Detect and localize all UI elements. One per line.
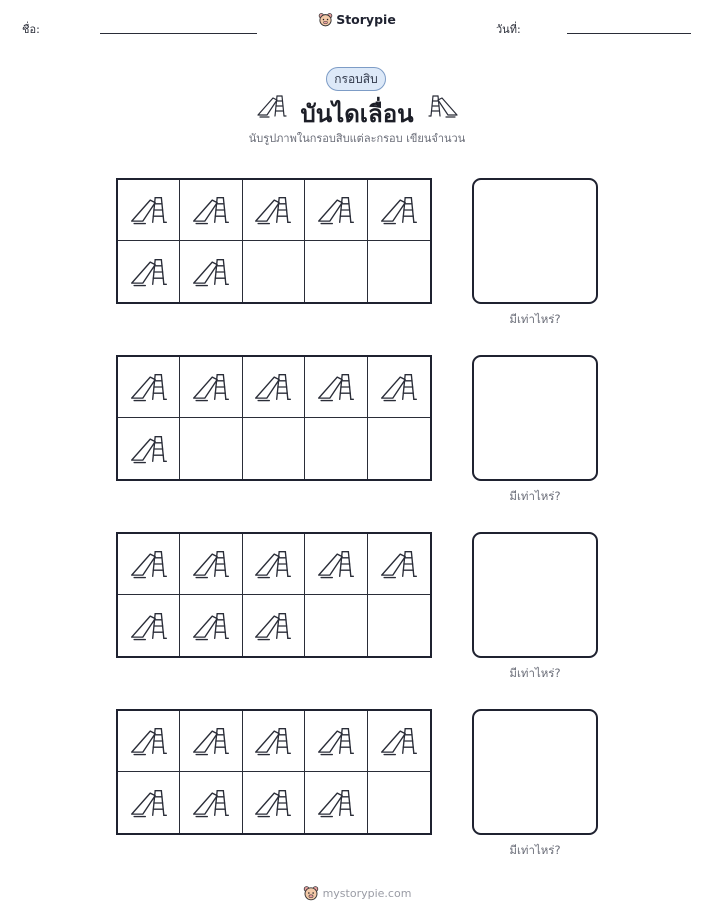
ten-frame-cell [243, 534, 305, 595]
ten-frame-cell [243, 357, 305, 418]
slide-icon [252, 192, 294, 228]
ten-frame-cell [305, 357, 367, 418]
ten-frame-cell [243, 418, 305, 479]
worksheet-instructions: นับรูปภาพในกรอบสิบแต่ละกรอบ เขียนจำนวน [248, 132, 466, 145]
ten-frame-cell [180, 595, 242, 656]
ten-frame-cell [368, 180, 430, 241]
brand-logo [0, 12, 714, 27]
ten-frame-cell [368, 711, 430, 772]
slide-icon [190, 254, 232, 290]
ten-frame-cell [368, 357, 430, 418]
ten-frame-cell [118, 711, 180, 772]
storypie-mascot-icon [303, 885, 319, 901]
ten-frame-cell [305, 418, 367, 479]
ten-frame-cell [180, 357, 242, 418]
question-label: มีเท่าไหร่? [509, 312, 561, 326]
question-label: มีเท่าไหร่? [509, 489, 561, 503]
answer-box[interactable] [472, 532, 598, 658]
slide-icon [190, 546, 232, 582]
ten-frame-cell [368, 595, 430, 656]
slide-icon [252, 369, 294, 405]
ten-frame-cell [118, 180, 180, 241]
ten-frame-cell [305, 241, 367, 302]
ten-frame-cell [368, 241, 430, 302]
slide-icon [128, 369, 170, 405]
ten-frame-cell [305, 595, 367, 656]
slide-icon [190, 608, 232, 644]
worksheet-title: บันไดเลื่อน [300, 100, 414, 128]
question-label: มีเท่าไหร่? [509, 843, 561, 857]
ten-frame-cell [180, 180, 242, 241]
slide-icon [190, 192, 232, 228]
topic-badge: กรอบสิบ [326, 67, 386, 91]
ten-frame [116, 178, 432, 304]
ten-frame [116, 532, 432, 658]
ten-frame [116, 355, 432, 481]
brand-name: Storypie [336, 12, 396, 27]
ten-frame-cell [118, 534, 180, 595]
name-label: ชื่อ: [22, 23, 40, 36]
ten-frame-cell [305, 534, 367, 595]
answer-box[interactable] [472, 355, 598, 481]
ten-frame-cell [305, 772, 367, 833]
slide-icon [378, 192, 420, 228]
date-line[interactable] [567, 33, 691, 34]
slide-icon [128, 254, 170, 290]
answer-box[interactable] [472, 178, 598, 304]
answer-box[interactable] [472, 709, 598, 835]
ten-frame-cell [180, 241, 242, 302]
ten-frame-cell [368, 534, 430, 595]
slide-icon [252, 608, 294, 644]
ten-frame-cell [180, 711, 242, 772]
ten-frame-cell [118, 357, 180, 418]
ten-frame-cell [118, 241, 180, 302]
footer-url[interactable]: mystorypie.com [322, 886, 412, 900]
slide-icon [378, 369, 420, 405]
ten-frame-cell [368, 418, 430, 479]
ten-frame-cell [243, 772, 305, 833]
slide-icon [190, 723, 232, 759]
ten-frame-cell [305, 711, 367, 772]
slide-icon [128, 431, 170, 467]
ten-frame-cell [180, 534, 242, 595]
slide-icon [315, 192, 357, 228]
ten-frame-cell [118, 595, 180, 656]
slide-icon [315, 785, 357, 821]
slide-icon [252, 723, 294, 759]
ten-frame-cell [243, 180, 305, 241]
ten-frame-cell [368, 772, 430, 833]
footer [0, 885, 714, 901]
slide-icon [128, 785, 170, 821]
slide-icon [315, 546, 357, 582]
ten-frame-cell [305, 180, 367, 241]
slide-icon [252, 785, 294, 821]
name-line[interactable] [100, 33, 257, 34]
slide-icon [378, 546, 420, 582]
ten-frame [116, 709, 432, 835]
slide-icon [128, 546, 170, 582]
slide-icon [378, 723, 420, 759]
slide-icon [128, 608, 170, 644]
slide-icon [128, 723, 170, 759]
date-label: วันที่: [496, 23, 521, 36]
question-label: มีเท่าไหร่? [509, 666, 561, 680]
ten-frame-cell [243, 711, 305, 772]
ten-frame-cell [180, 772, 242, 833]
ten-frame-cell [118, 418, 180, 479]
ten-frame-cell [118, 772, 180, 833]
slide-icon [252, 546, 294, 582]
slide-icon [315, 369, 357, 405]
slide-icon [190, 369, 232, 405]
ten-frame-cell [243, 241, 305, 302]
storypie-mascot-icon [318, 12, 333, 27]
slide-icon [315, 723, 357, 759]
ten-frame-cell [180, 418, 242, 479]
slide-icon [190, 785, 232, 821]
slide-icon [128, 192, 170, 228]
ten-frame-cell [243, 595, 305, 656]
slide-icon [426, 92, 460, 120]
